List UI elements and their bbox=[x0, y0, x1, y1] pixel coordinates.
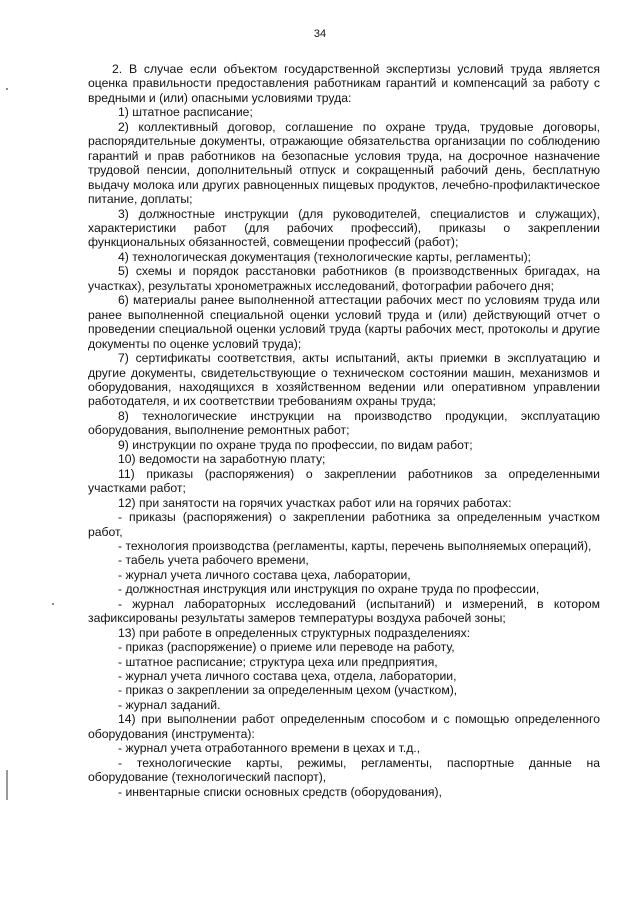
paragraph: - журнал лабораторных исследований (испытаний) и измерений, в котором зафиксированы результаты замеров температуры воздуха рабочей зоны; bbox=[88, 596, 600, 626]
paragraph: 9) инструкции по охране труда по профессии, по видам работ; bbox=[118, 437, 473, 452]
paragraph: - журнал учета личного состава цеха, отдела, лаборатории, bbox=[118, 669, 457, 684]
paragraph: - инвентарные списки основных средств (оборудования), bbox=[118, 784, 442, 799]
paragraph: - журнал заданий. bbox=[118, 697, 221, 712]
paragraph: - журнал учета отработанного времени в цехах и т.д., bbox=[118, 741, 421, 756]
paragraph: 3) должностные инструкции (для руководителей, специалистов и служащих), характеристики работ (для рабочих профессий), приказы о закреплении функциональных обязанностей, совмещении профессий (работ); bbox=[88, 206, 600, 250]
paragraph: 11) приказы (распоряжения) о закреплении работников за определенными участками работ; bbox=[88, 466, 600, 496]
paragraph: - технология производства (регламенты, карты, перечень выполняемых операций), bbox=[118, 538, 592, 553]
paragraph: 13) при работе в определенных структурных подразделениях: bbox=[118, 625, 471, 640]
paragraph: 2. В случае если объектом государственной экспертизы условий труда является оценка правильности предоставления работникам гарантий и компенсаций за работу с вредными и (или) опасными условиями труда: bbox=[88, 62, 600, 105]
scan-margin-mark bbox=[6, 770, 8, 800]
paragraph: 1) штатное расписание; bbox=[118, 105, 253, 120]
page-number: 34 bbox=[313, 28, 327, 40]
paragraph: - технологические карты, режимы, регламенты, паспортные данные на оборудование (технологический паспорт), bbox=[88, 755, 600, 785]
paragraph: 5) схемы и порядок расстановки работников (в производственных бригадах, на участках), результаты хронометражных исследований, фотографии рабочего дня; bbox=[88, 264, 600, 293]
paragraph: 12) при занятости на горячих участках работ или на горячих работах: bbox=[118, 495, 512, 510]
scan-dot bbox=[52, 603, 54, 605]
paragraph: 8) технологические инструкции на производство продукции, эксплуатацию оборудования, выполнение ремонтных работ; bbox=[88, 408, 600, 438]
paragraph: - приказы (распоряжения) о закреплении работника за определенным участком работ, bbox=[88, 510, 600, 539]
paragraph: 7) сертификаты соответствия, акты испытаний, акты приемки в эксплуатацию и другие документы, свидетельствующие о техническом состоянии машин, механизмов и оборудования, находящихся в хозяйственном ведении или оперативном управлении работодателя, и их соответствии требованиям охраны труда; bbox=[88, 351, 600, 409]
paragraph: - табель учета рабочего времени, bbox=[118, 553, 309, 568]
paragraph: 2) коллективный договор, соглашение по охране труда, трудовые договоры, распорядительные документы, отражающие обязательства организации по соблюдению гарантий и прав работников на безопасные условия труда, на досрочное назначение трудовой пенсии, дополнительный отпуск и сокращенный рабочий день, бесплатную выдачу молока или других равноценных пищевых продуктов, лечебно-профилактическое питание, доплаты; bbox=[88, 119, 600, 207]
paragraph: 4) технологическая документация (технологические карты, регламенты); bbox=[118, 249, 532, 264]
document-body bbox=[88, 62, 600, 799]
paragraph: - приказ о закреплении за определенным цехом (участком), bbox=[118, 683, 458, 698]
paragraph: 14) при выполнении работ определенным способом и с помощью определенного оборудования (инструмента): bbox=[88, 712, 600, 741]
paragraph: - журнал учета личного состава цеха, лаборатории, bbox=[118, 567, 411, 582]
paragraph: - должностная инструкция или инструкция по охране труда по профессии, bbox=[118, 582, 540, 597]
paragraph: - штатное расписание; структура цеха или предприятия, bbox=[118, 654, 438, 669]
paragraph: 6) материалы ранее выполненной аттестации рабочих мест по условиям труда или ранее выполненной специальной оценки условий труда и (или) действующий отчет о проведении специальной оценки условий труда (карты рабочих мест, протоколы и другие документы по оценке условий труда); bbox=[88, 293, 600, 351]
paragraph: - приказ (распоряжение) о приеме или переводе на работу, bbox=[118, 640, 455, 655]
paragraph: 10) ведомости на заработную плату; bbox=[118, 452, 326, 467]
scan-dot bbox=[6, 88, 8, 90]
